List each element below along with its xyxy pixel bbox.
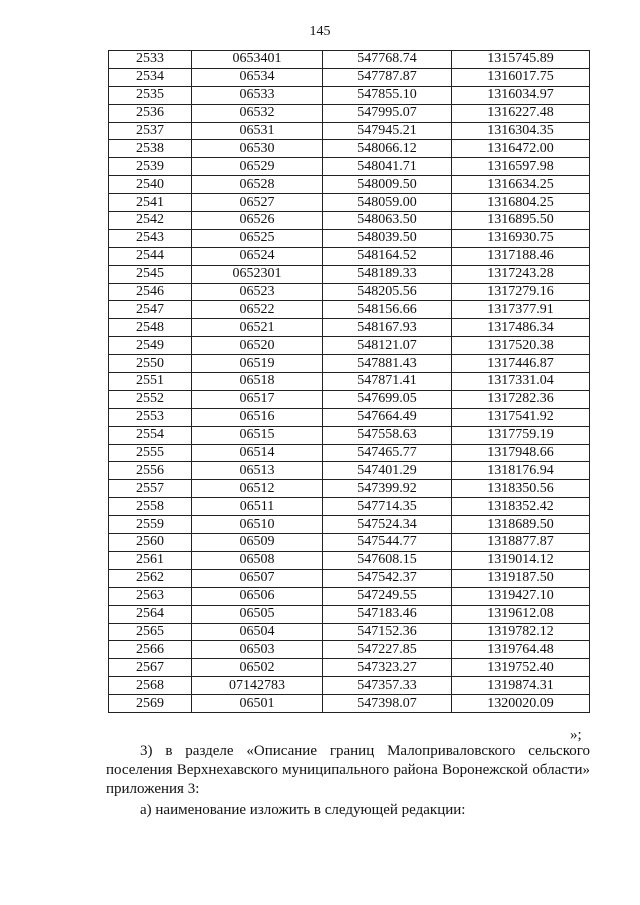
- point-number-cell: 2559: [109, 516, 192, 534]
- table-row: [109, 551, 590, 569]
- table-row: [109, 301, 590, 319]
- y-coordinate-cell: 1319764.48: [452, 641, 590, 659]
- y-coordinate-cell: 1317486.34: [452, 319, 590, 337]
- point-id-cell: 06512: [192, 480, 323, 498]
- point-number-cell: 2548: [109, 319, 192, 337]
- x-coordinate-cell: 547152.36: [323, 623, 452, 641]
- y-coordinate-cell: 1316930.75: [452, 229, 590, 247]
- point-number-cell: 2534: [109, 68, 192, 86]
- table-row: [109, 444, 590, 462]
- x-coordinate-cell: 548189.33: [323, 265, 452, 283]
- x-coordinate-cell: 548066.12: [323, 140, 452, 158]
- y-coordinate-cell: 1317948.66: [452, 444, 590, 462]
- point-number-cell: 2569: [109, 695, 192, 713]
- x-coordinate-cell: 548121.07: [323, 337, 452, 355]
- x-coordinate-cell: 548039.50: [323, 229, 452, 247]
- point-number-cell: 2540: [109, 176, 192, 194]
- x-coordinate-cell: 547465.77: [323, 444, 452, 462]
- table-row: [109, 605, 590, 623]
- y-coordinate-cell: 1316227.48: [452, 104, 590, 122]
- closing-quote: »;: [570, 727, 582, 743]
- x-coordinate-cell: 547787.87: [323, 68, 452, 86]
- x-coordinate-cell: 547608.15: [323, 551, 452, 569]
- point-number-cell: 2558: [109, 498, 192, 516]
- point-id-cell: 06510: [192, 516, 323, 534]
- table-row: [109, 587, 590, 605]
- x-coordinate-cell: 547558.63: [323, 426, 452, 444]
- y-coordinate-cell: 1315745.89: [452, 51, 590, 69]
- y-coordinate-cell: 1319612.08: [452, 605, 590, 623]
- y-coordinate-cell: 1317279.16: [452, 283, 590, 301]
- x-coordinate-cell: 547542.37: [323, 569, 452, 587]
- point-number-cell: 2544: [109, 247, 192, 265]
- point-number-cell: 2541: [109, 194, 192, 212]
- point-id-cell: 06503: [192, 641, 323, 659]
- y-coordinate-cell: 1316304.35: [452, 122, 590, 140]
- y-coordinate-cell: 1317446.87: [452, 355, 590, 373]
- y-coordinate-cell: 1318877.87: [452, 534, 590, 552]
- table-row: [109, 677, 590, 695]
- table-row: [109, 480, 590, 498]
- point-number-cell: 2551: [109, 373, 192, 391]
- x-coordinate-cell: 547768.74: [323, 51, 452, 69]
- table-row: [109, 426, 590, 444]
- point-id-cell: 06516: [192, 408, 323, 426]
- x-coordinate-cell: 547323.27: [323, 659, 452, 677]
- x-coordinate-cell: 547357.33: [323, 677, 452, 695]
- point-id-cell: 06508: [192, 551, 323, 569]
- x-coordinate-cell: 548009.50: [323, 176, 452, 194]
- y-coordinate-cell: 1317759.19: [452, 426, 590, 444]
- x-coordinate-cell: 547524.34: [323, 516, 452, 534]
- x-coordinate-cell: 547881.43: [323, 355, 452, 373]
- point-number-cell: 2567: [109, 659, 192, 677]
- point-id-cell: 06515: [192, 426, 323, 444]
- x-coordinate-cell: 547664.49: [323, 408, 452, 426]
- point-id-cell: 06509: [192, 534, 323, 552]
- table-row: [109, 534, 590, 552]
- table-row: [109, 140, 590, 158]
- x-coordinate-cell: 548059.00: [323, 194, 452, 212]
- point-id-cell: 06502: [192, 659, 323, 677]
- x-coordinate-cell: 547699.05: [323, 390, 452, 408]
- point-id-cell: 06520: [192, 337, 323, 355]
- table-row: [109, 319, 590, 337]
- point-id-cell: 0653401: [192, 51, 323, 69]
- point-id-cell: 06533: [192, 86, 323, 104]
- y-coordinate-cell: 1317188.46: [452, 247, 590, 265]
- point-number-cell: 2537: [109, 122, 192, 140]
- x-coordinate-cell: 547995.07: [323, 104, 452, 122]
- y-coordinate-cell: 1319014.12: [452, 551, 590, 569]
- table-row: [109, 104, 590, 122]
- point-id-cell: 06517: [192, 390, 323, 408]
- x-coordinate-cell: 547398.07: [323, 695, 452, 713]
- y-coordinate-cell: 1316804.25: [452, 194, 590, 212]
- table-row: [109, 212, 590, 230]
- point-number-cell: 2536: [109, 104, 192, 122]
- y-coordinate-cell: 1316634.25: [452, 176, 590, 194]
- y-coordinate-cell: 1317520.38: [452, 337, 590, 355]
- point-number-cell: 2561: [109, 551, 192, 569]
- table-row: [109, 229, 590, 247]
- table-row: [109, 641, 590, 659]
- point-id-cell: 06514: [192, 444, 323, 462]
- point-number-cell: 2550: [109, 355, 192, 373]
- point-number-cell: 2556: [109, 462, 192, 480]
- point-id-cell: 06528: [192, 176, 323, 194]
- y-coordinate-cell: 1317331.04: [452, 373, 590, 391]
- y-coordinate-cell: 1318352.42: [452, 498, 590, 516]
- paragraph-subitem-a: а) наименование изложить в следующей редакции:: [140, 802, 466, 818]
- point-number-cell: 2563: [109, 587, 192, 605]
- x-coordinate-cell: 548063.50: [323, 212, 452, 230]
- y-coordinate-cell: 1318176.94: [452, 462, 590, 480]
- point-id-cell: 06524: [192, 247, 323, 265]
- point-number-cell: 2533: [109, 51, 192, 69]
- x-coordinate-cell: 547399.92: [323, 480, 452, 498]
- x-coordinate-cell: 548156.66: [323, 301, 452, 319]
- point-id-cell: 07142783: [192, 677, 323, 695]
- point-id-cell: 06523: [192, 283, 323, 301]
- table-row: [109, 373, 590, 391]
- point-number-cell: 2535: [109, 86, 192, 104]
- point-id-cell: 06532: [192, 104, 323, 122]
- point-id-cell: 06529: [192, 158, 323, 176]
- table-row: [109, 122, 590, 140]
- y-coordinate-cell: 1319752.40: [452, 659, 590, 677]
- paragraph-section-3: 3) в разделе «Описание границ Малоприваловского сельского поселения Верхнехавского муниципального района Воронежской области» приложения 3:: [106, 743, 590, 797]
- point-number-cell: 2546: [109, 283, 192, 301]
- coordinates-table-body: [109, 51, 590, 713]
- x-coordinate-cell: 548167.93: [323, 319, 452, 337]
- point-number-cell: 2545: [109, 265, 192, 283]
- y-coordinate-cell: 1317282.36: [452, 390, 590, 408]
- x-coordinate-cell: 547401.29: [323, 462, 452, 480]
- y-coordinate-cell: 1317243.28: [452, 265, 590, 283]
- table-row: [109, 86, 590, 104]
- point-number-cell: 2538: [109, 140, 192, 158]
- y-coordinate-cell: 1316034.97: [452, 86, 590, 104]
- point-number-cell: 2562: [109, 569, 192, 587]
- point-number-cell: 2568: [109, 677, 192, 695]
- x-coordinate-cell: 548164.52: [323, 247, 452, 265]
- point-number-cell: 2560: [109, 534, 192, 552]
- table-row: [109, 51, 590, 69]
- point-id-cell: 06505: [192, 605, 323, 623]
- page-number: 145: [309, 24, 331, 39]
- y-coordinate-cell: 1316017.75: [452, 68, 590, 86]
- table-row: [109, 462, 590, 480]
- point-number-cell: 2555: [109, 444, 192, 462]
- table-row: [109, 176, 590, 194]
- table-row: [109, 623, 590, 641]
- point-number-cell: 2547: [109, 301, 192, 319]
- y-coordinate-cell: 1317541.92: [452, 408, 590, 426]
- table-row: [109, 265, 590, 283]
- x-coordinate-cell: 547945.21: [323, 122, 452, 140]
- x-coordinate-cell: 548205.56: [323, 283, 452, 301]
- y-coordinate-cell: 1320020.09: [452, 695, 590, 713]
- table-row: [109, 194, 590, 212]
- point-number-cell: 2554: [109, 426, 192, 444]
- point-id-cell: 06526: [192, 212, 323, 230]
- x-coordinate-cell: 547871.41: [323, 373, 452, 391]
- point-number-cell: 2564: [109, 605, 192, 623]
- point-id-cell: 06521: [192, 319, 323, 337]
- x-coordinate-cell: 547227.85: [323, 641, 452, 659]
- x-coordinate-cell: 547183.46: [323, 605, 452, 623]
- table-row: [109, 516, 590, 534]
- table-row: [109, 355, 590, 373]
- table-row: [109, 695, 590, 713]
- point-id-cell: 06519: [192, 355, 323, 373]
- point-id-cell: 06522: [192, 301, 323, 319]
- y-coordinate-cell: 1318689.50: [452, 516, 590, 534]
- table-row: [109, 283, 590, 301]
- y-coordinate-cell: 1317377.91: [452, 301, 590, 319]
- y-coordinate-cell: 1316895.50: [452, 212, 590, 230]
- point-number-cell: 2543: [109, 229, 192, 247]
- point-id-cell: 06501: [192, 695, 323, 713]
- point-id-cell: 06531: [192, 122, 323, 140]
- y-coordinate-cell: 1319187.50: [452, 569, 590, 587]
- table-row: [109, 408, 590, 426]
- point-id-cell: 06507: [192, 569, 323, 587]
- y-coordinate-cell: 1319427.10: [452, 587, 590, 605]
- point-id-cell: 06534: [192, 68, 323, 86]
- point-number-cell: 2542: [109, 212, 192, 230]
- y-coordinate-cell: 1319874.31: [452, 677, 590, 695]
- x-coordinate-cell: 547714.35: [323, 498, 452, 516]
- point-id-cell: 06518: [192, 373, 323, 391]
- x-coordinate-cell: 547249.55: [323, 587, 452, 605]
- point-number-cell: 2549: [109, 337, 192, 355]
- table-row: [109, 158, 590, 176]
- y-coordinate-cell: 1318350.56: [452, 480, 590, 498]
- point-id-cell: 0652301: [192, 265, 323, 283]
- table-row: [109, 337, 590, 355]
- x-coordinate-cell: 547544.77: [323, 534, 452, 552]
- point-id-cell: 06527: [192, 194, 323, 212]
- table-row: [109, 390, 590, 408]
- coordinates-table: [108, 50, 590, 713]
- x-coordinate-cell: 547855.10: [323, 86, 452, 104]
- point-id-cell: 06511: [192, 498, 323, 516]
- point-number-cell: 2552: [109, 390, 192, 408]
- point-id-cell: 06506: [192, 587, 323, 605]
- table-row: [109, 498, 590, 516]
- point-id-cell: 06525: [192, 229, 323, 247]
- point-id-cell: 06530: [192, 140, 323, 158]
- table-row: [109, 569, 590, 587]
- point-number-cell: 2539: [109, 158, 192, 176]
- y-coordinate-cell: 1319782.12: [452, 623, 590, 641]
- table-row: [109, 659, 590, 677]
- point-number-cell: 2566: [109, 641, 192, 659]
- x-coordinate-cell: 548041.71: [323, 158, 452, 176]
- y-coordinate-cell: 1316597.98: [452, 158, 590, 176]
- point-number-cell: 2565: [109, 623, 192, 641]
- y-coordinate-cell: 1316472.00: [452, 140, 590, 158]
- table-row: [109, 247, 590, 265]
- point-number-cell: 2553: [109, 408, 192, 426]
- point-number-cell: 2557: [109, 480, 192, 498]
- point-id-cell: 06504: [192, 623, 323, 641]
- table-row: [109, 68, 590, 86]
- point-id-cell: 06513: [192, 462, 323, 480]
